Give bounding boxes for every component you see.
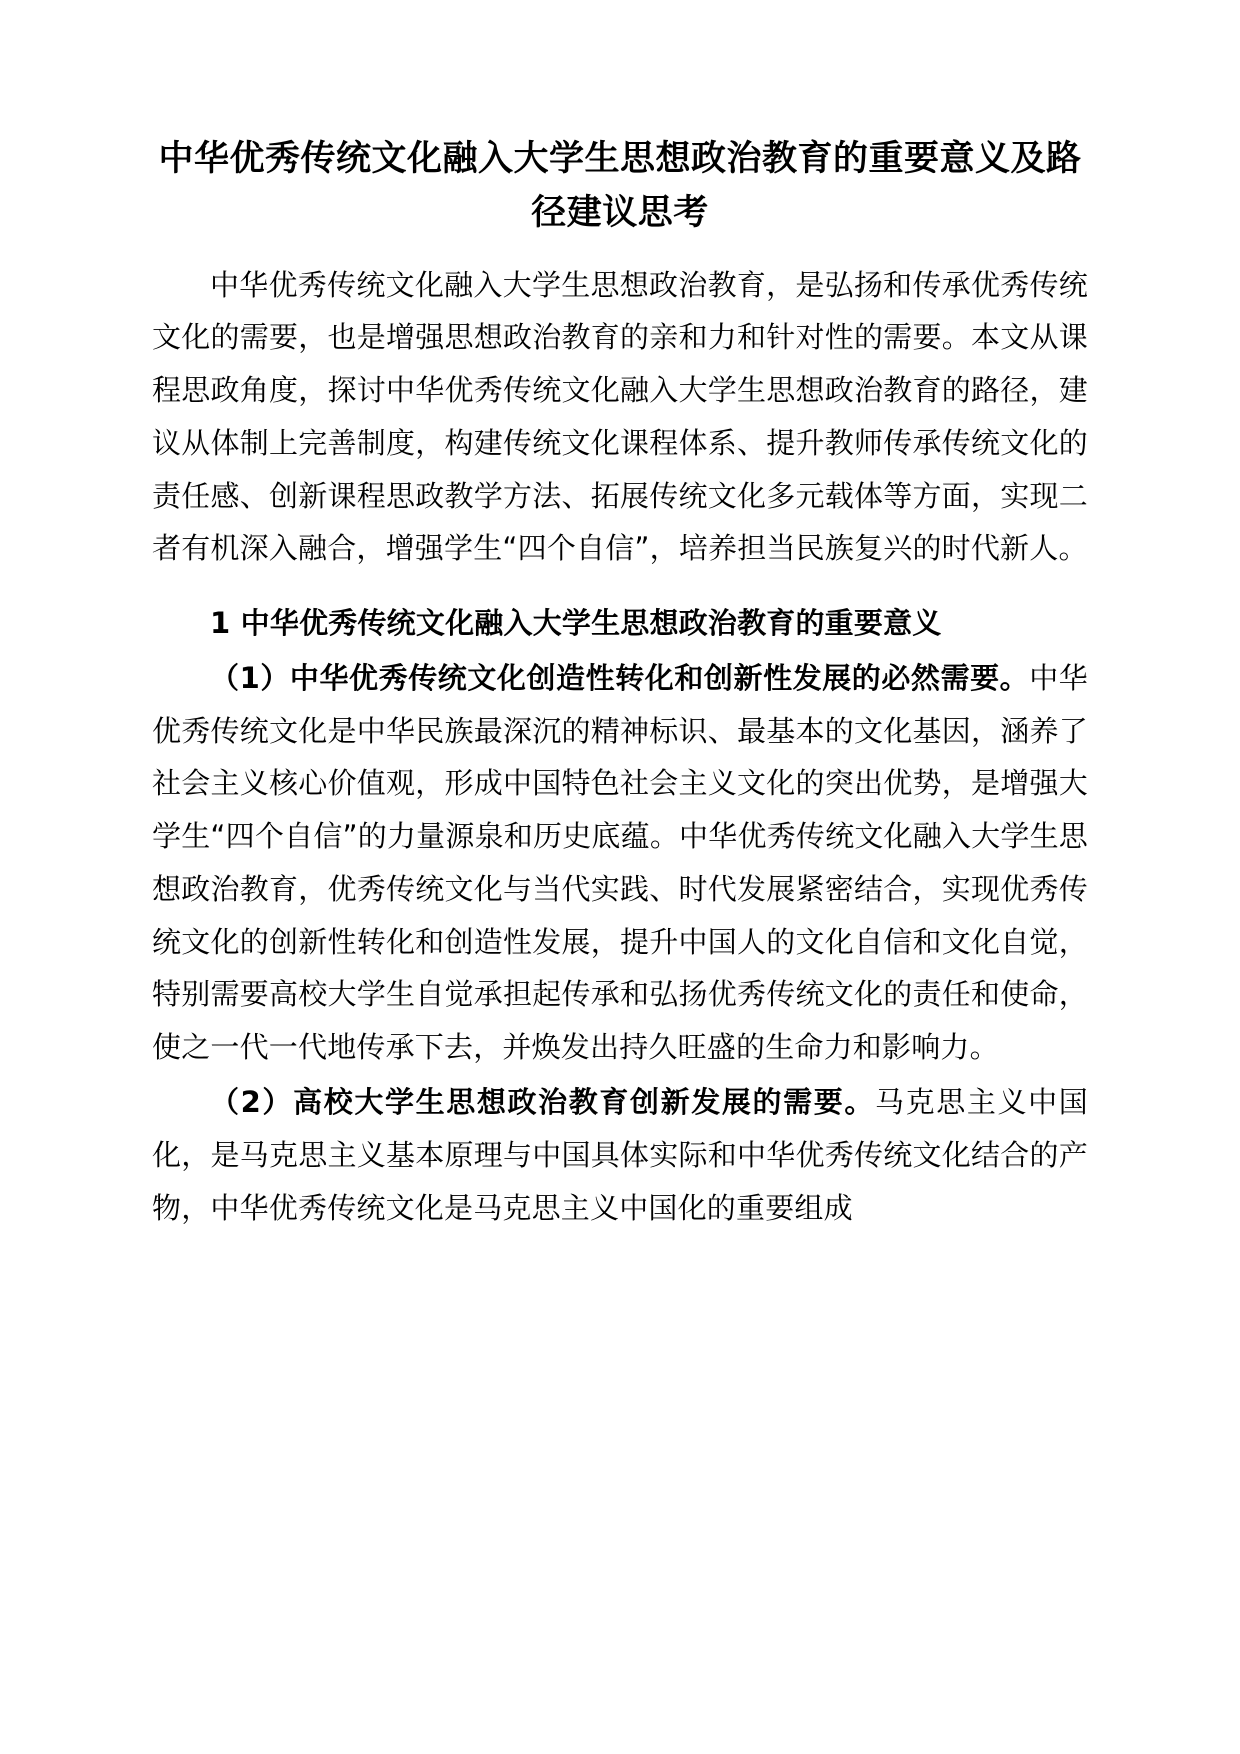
item-1-paragraph: [152, 652, 1088, 1074]
item-1-body: 中华优秀传统文化是中华民族最深沉的精神标识、最基本的文化基因，涵养了社会主义核心价值观，形成中国特色社会主义文化的突出优势，是增强大学生“四个自信”的力量源泉和历史底蕴。中华优秀传统文化融入大学生思想政治教育，优秀传统文化与当代实践、时代发展紧密结合，实现优秀传统文化的创新性转化和创造性发展，提升中国人的文化自信和文化自觉，特别需要高校大学生自觉承担起传承和弘扬优秀传统文化的责任和使命，使之一代一代地传承下去，并焕发出持久旺盛的生命力和影响力。: [152, 660, 1088, 1065]
item-2-lead: （2）高校大学生思想政治教育创新发展的需要。: [210, 1084, 876, 1119]
section-heading-1: 1 中华优秀传统文化融入大学生思想政治教育的重要意义: [210, 606, 942, 641]
item-2-paragraph: [152, 1076, 1088, 1234]
item-2-body: 马克思主义中国化，是马克思主义基本原理与中国具体实际和中华优秀传统文化结合的产物，中华优秀传统文化是马克思主义中国化的重要组成: [152, 1084, 1088, 1225]
item-1-lead: （1）中华优秀传统文化创造性转化和创新性发展的必然需要。: [210, 660, 1030, 695]
abstract-paragraph: 中华优秀传统文化融入大学生思想政治教育，是弘扬和传承优秀传统文化的需要，也是增强思想政治教育的亲和力和针对性的需要。本文从课程思政角度，探讨中华优秀传统文化融入大学生思想政治教育的路径，建议从体制上完善制度，构建传统文化课程体系、提升教师传承传统文化的责任感、创新课程思政教学方法、拓展传统文化多元载体等方面，实现二者有机深入融合，增强学生“四个自信”，培养担当民族复兴的时代新人。: [152, 267, 1088, 566]
spacer: [152, 577, 1088, 591]
page-title: 中华优秀传统文化融入大学生思想政治教育的重要意义及路径建议思考: [158, 139, 1082, 234]
